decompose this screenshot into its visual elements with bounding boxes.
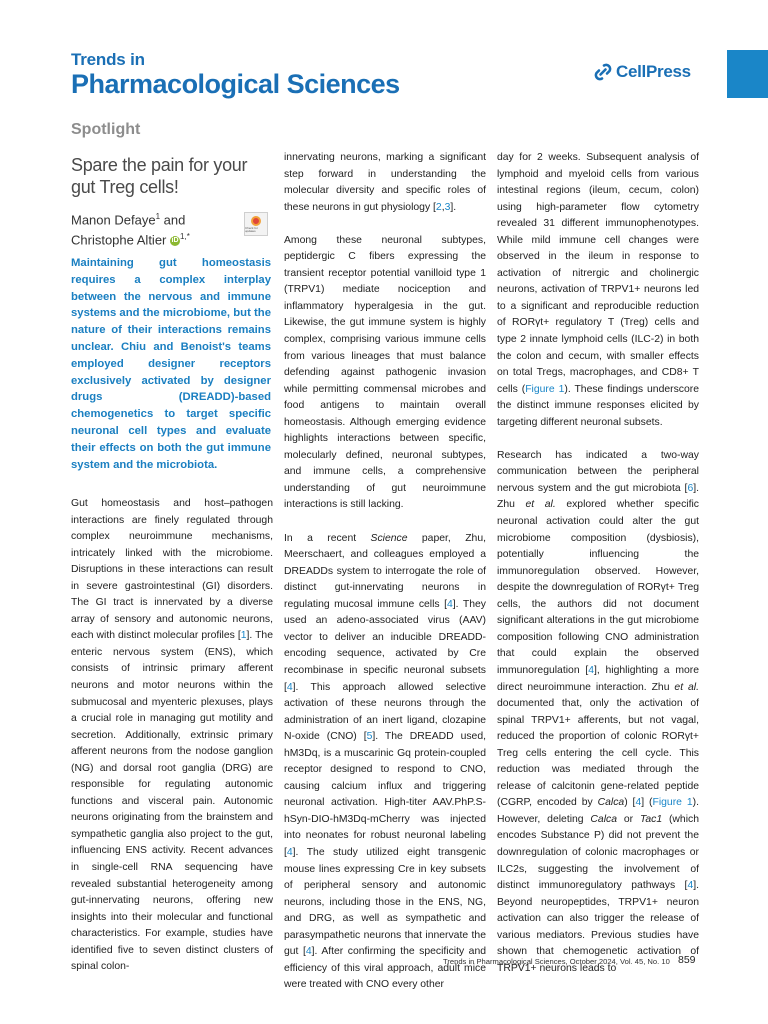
body-paragraph: Gut homeostasis and host–pathogen interactions are finely regulated through complex neuroimmune mechanisms, intricately linked with the microbiome. Disruptions in these interactions can result in severe gastrointestinal (GI) disorders. The GI tract is innervated by a diverse array of sensory and autonomic neurons, each with distinct molecular profiles [1]. The enteric nervous system (ENS), which consists of intrinsic primary afferent neurons and motor neurons within the submucosal and myenteric plexuses, plays a crucial role in managing gut motility and secretion. Additionally, extrinsic primary afferent neurons from the nodose ganglion (NG) and dorsal root ganglia (DRG) are responsible for regulating autonomic functions and visceral pain. Autonomic neurons originating from the brainstem and sympathetic ganglia also project to the gut, influencing ENS activity. Recent advances in single-cell RNA sequencing have revealed substantial heterogeneity among gut-innervating neurons, offering new insights into their molecular and functional characteristics. For example, studies have identified five to seven distinct clusters of spinal colon- — [71, 498, 273, 973]
section-label: Spotlight — [71, 121, 141, 138]
footer-citation: Trends in Pharmacological Sciences, October 2024, Vol. 45, No. 10 — [443, 957, 670, 966]
article-title: Spare the pain for your gut Treg cells! — [71, 155, 248, 197]
reference-link[interactable]: 4 — [305, 946, 312, 958]
author-name[interactable]: Christophe Altier — [71, 232, 167, 248]
check-updates-label: Check for updates — [245, 225, 258, 233]
article-abstract: Maintaining gut homeostasis requires a complex interplay between the nervous and immune systems and the microbiome, but the nature of their interactions remains unclear. Chiu and Benoist's teams employed designer receptors exclusively activated by designer drugs (DREADD)-based chemogenetics to target specific neuronal cell types and evaluate their effects on both the gut immune system and the microbiota. — [71, 257, 271, 471]
body-paragraph: Among these neuronal subtypes, peptidergic C fibers expressing the transient receptor potential vanilloid type 1 (TRPV1) mediate nociception and inflammatory hyperalgesia in the gut. Likewise, the gut immune system is highly complex, comprising various immune cells from various lineages that must balance defending against pathogenic invasion while permitting commensal microbes and food antigens to maintain overall homeostasis. Although emerging evidence highlights interactions between specific, molecularly defined, neuronal subtypes, and immune cells, a comprehensive understanding of gut neuroimmune interactions is still lacking. — [284, 234, 486, 511]
reference-link[interactable]: 4 — [286, 846, 293, 858]
figure-link[interactable]: Figure 1 — [525, 383, 565, 395]
section-color-tab — [727, 50, 768, 98]
journal-name-line1: Trends in — [71, 50, 145, 69]
reference-link[interactable]: 4 — [447, 598, 453, 610]
reference-link[interactable]: 4 — [588, 664, 594, 676]
orcid-icon[interactable]: iD — [171, 237, 179, 245]
journal-name-line2: Pharmacological Sciences — [71, 69, 400, 99]
reference-link[interactable]: 2 — [435, 201, 442, 213]
reference-link[interactable]: 4 — [286, 681, 293, 693]
reference-link[interactable]: 6 — [687, 482, 694, 494]
author-affiliation-mark: 1,* — [180, 232, 190, 242]
check-updates-icon — [251, 216, 261, 226]
cellpress-logo[interactable] — [594, 62, 691, 82]
body-paragraph: innervating neurons, marking a significant step forward in understanding the molecular diversity and specific roles of these neurons in gut physiology [2,3]. — [284, 152, 486, 213]
reference-link[interactable]: 3 — [444, 201, 451, 213]
body-paragraph: day for 2 weeks. Subsequent analysis of lymphoid and myeloid cells from various intestinal regions (ileum, cecum, colon) using high-parameter flow cytometry revealed 31 different immunophenotypes. While mild immune cell changes were observed in the ileum in response to activation of nitrergic and cholinergic neurons, activation of TRPV1+ neurons led to a significant and reproducible reduction of RORγt+ regulatory T (Treg) cells and type 2 innate lymphoid cells (ILC-2) in both the colon and cecum, with smaller effects on total Tregs, macrophages, and CD8+ T cells (Figure 1). These findings underscore the distinct immune responses elicited by targeting different neuronal subsets. — [497, 152, 699, 428]
check-for-updates-badge[interactable] — [244, 212, 268, 236]
cellpress-logo-text: CellPress — [616, 62, 691, 81]
cellpress-icon — [594, 63, 612, 81]
reference-link[interactable]: 4 — [635, 797, 642, 809]
body-paragraph: Research has indicated a two-way communication between the peripheral nervous system and the gut microbiota [6]. Zhu et al. explored whether specific neuronal activation could alter the gut microbiome composition (dysbiosis), potentially influencing the immunoregulation observed. However, despite the downregulation of RORγt+ Treg cells, the authors did not document significant alterations in the gut microbiome composition following CNO administration that could explain the observed immunoregulation [4], highlighting a more direct neuroimmune interaction. Zhu et al. documented that, only the activation of spinal TRPV1+ afferents, but not vagal, reduced the proportion of colonic RORγt+ Treg cells entering the cell cycle. This reduction was mediated through the release of calcitonin gene-related peptide (CGRP, encoded by Calca) [4] (Figure 1). However, deleting Calca or Tac1 (which encodes Substance P) did not prevent the downregulation of colonic macrophages or ILC2s, suggesting the involvement of distinct immunoregulatory pathways [4]. Beyond neuropeptides, TRPV1+ neuron activation can also trigger the release of various mediators. Previous studies have shown that chemogenetic activation of TRPV1+ neurons leads to — [497, 449, 700, 974]
body-paragraph: In a recent Science paper, Zhu, Meerschaert, and colleagues employed a DREADDs system to interrogate the role of distinct gut-innervating neurons in regulating mucosal immune cells [4]. They used an adeno-associated virus (AAV) vector to deliver an inducible DREADD-encoding sequence, activated by Cre recombinase in specific neuronal subsets [4]. This approach allowed selective activation of these neurons through the administration of an inert ligand, clozapine N-oxide (CNO) [5]. The DREADD used, hM3Dq, is a muscarinic Gq protein-coupled receptor designed to respond to CNO, causing calcium influx and triggering neuronal activation. High-titer AAV.PhP.S-hSyn-DIO-hM3Dq-mCherry was injected into neonates for robust neuronal labeling [4]. The study utilized eight transgenic mouse lines expressing Cre in key subsets of peripheral sensory and autonomic neurons, including those in the ENS, NG, and DRG, as well as sympathetic and parasympathetic neurons that innervate the gut [4]. After confirming the specificity and efficiency of this viral approach, adult mice were treated with CNO every other — [284, 532, 487, 991]
reference-link[interactable]: 1 — [240, 630, 247, 642]
body-column-2 — [284, 150, 486, 994]
body-column-3 — [497, 150, 699, 977]
author-list — [71, 208, 241, 249]
reference-link[interactable]: 5 — [366, 731, 373, 743]
author-affiliation-mark: 1 — [155, 212, 161, 221]
reference-link[interactable]: 4 — [687, 880, 694, 892]
author-name[interactable]: Manon Defaye — [71, 212, 156, 228]
page-number: 859 — [678, 954, 696, 966]
figure-link[interactable]: Figure 1 — [652, 797, 693, 809]
body-column-1 — [71, 496, 273, 976]
author-conjunction: and — [160, 212, 186, 228]
